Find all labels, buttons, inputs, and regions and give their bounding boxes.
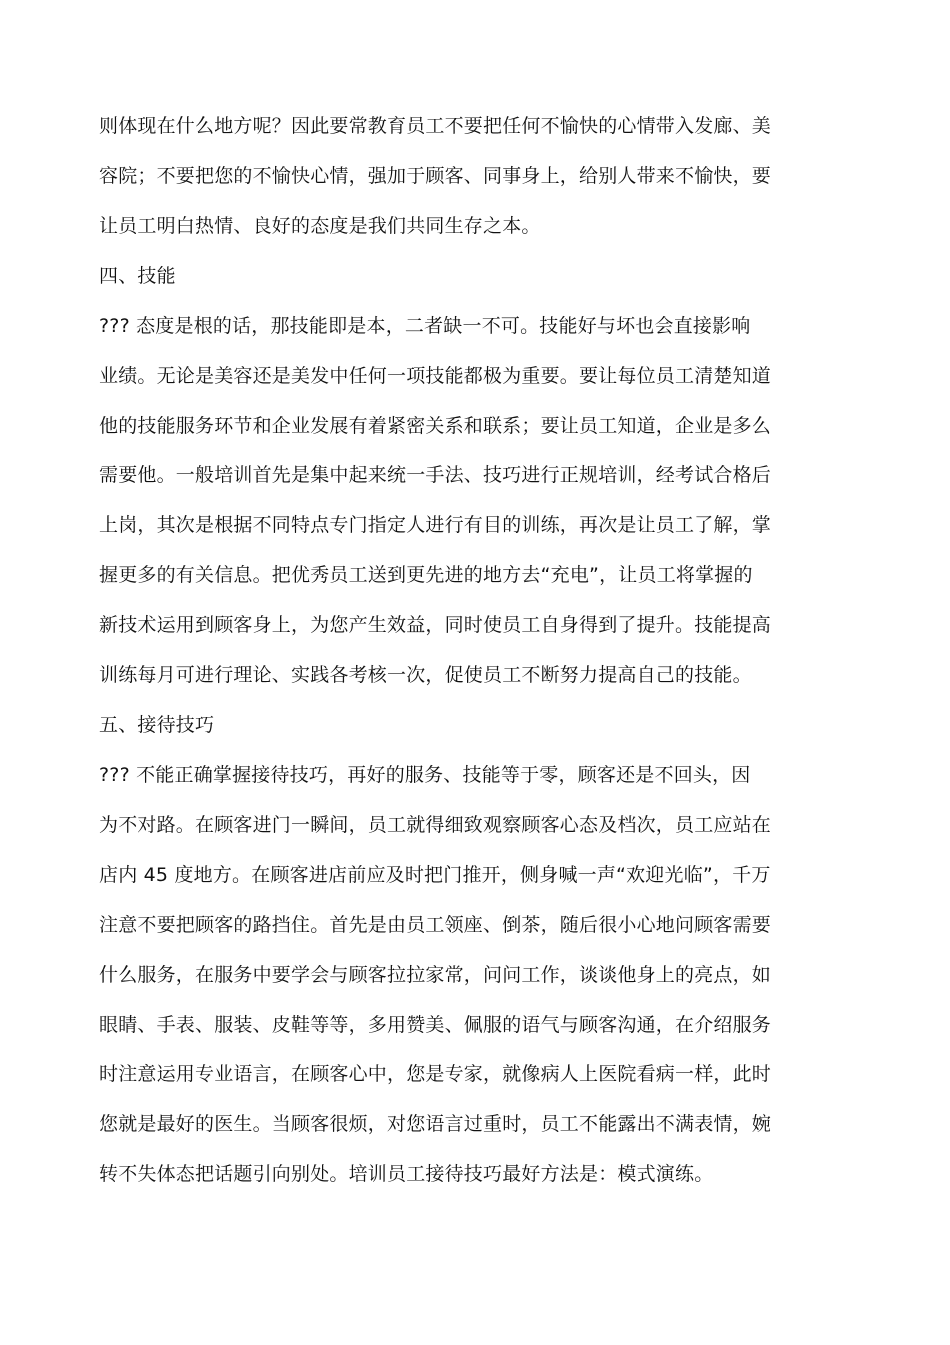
- text-line: 训练每月可进行理论、实践各考核一次，促使员工不断努力提高自己的技能。: [99, 664, 752, 686]
- text-line: ??? 态度是根的话，那技能即是本，二者缺一不可。技能好与坏也会直接影响: [99, 315, 751, 337]
- text-line: 眼睛、手表、服装、皮鞋等等，多用赞美、佩服的语气与顾客沟通，在介绍服务: [99, 1014, 772, 1036]
- text-line: 需要他。一般培训首先是集中起来统一手法、技巧进行正规培训，经考试合格后: [99, 464, 772, 486]
- text-line: 注意不要把顾客的路挡住。首先是由员工领座、倒茶，随后很小心地问顾客需要: [99, 914, 772, 936]
- text-line: 新技术运用到顾客身上，为您产生效益，同时使员工自身得到了提升。技能提高: [99, 614, 772, 636]
- text-line: 握更多的有关信息。把优秀员工送到更先进的地方去“充电”，让员工将掌握的: [99, 564, 753, 586]
- text-line: 为不对路。在顾客进门一瞬间，员工就得细致观察顾客心态及档次，员工应站在: [99, 814, 772, 836]
- text-line: 店内 45 度地方。在顾客进店前应及时把门推开，侧身喊一声“欢迎光临”，千万: [99, 864, 771, 886]
- text-line: 您就是最好的医生。当顾客很烦，对您语言过重时，员工不能露出不满表情，婉: [99, 1113, 772, 1135]
- text-line: 则体现在什么地方呢？因此要常教育员工不要把任何不愉快的心情带入发廊、美: [99, 115, 772, 137]
- text-line: 业绩。无论是美容还是美发中任何一项技能都极为重要。要让每位员工清楚知道: [99, 365, 772, 387]
- text-line: ??? 不能正确掌握接待技巧，再好的服务、技能等于零，顾客还是不回头，因: [99, 764, 751, 786]
- text-line: 容院；不要把您的不愉快心情，强加于顾客、同事身上，给别人带来不愉快，要: [99, 165, 772, 187]
- text-line: 时注意运用专业语言，在顾客心中，您是专家，就像病人上医院看病一样，此时: [99, 1063, 772, 1085]
- text-line: 转不失体态把话题引向别处。培训员工接待技巧最好方法是：模式演练。: [99, 1163, 714, 1185]
- section-heading-skills: 四、技能: [99, 265, 176, 287]
- text-line: 让员工明白热情、良好的态度是我们共同生存之本。: [99, 215, 541, 237]
- text-line: 上岗，其次是根据不同特点专门指定人进行有目的训练，再次是让员工了解，掌: [99, 514, 772, 536]
- section-heading-reception: 五、接待技巧: [99, 714, 215, 736]
- text-line: 他的技能服务环节和企业发展有着紧密关系和联系；要让员工知道，企业是多么: [99, 415, 772, 437]
- text-line: 什么服务，在服务中要学会与顾客拉拉家常，问问工作，谈谈他身上的亮点，如: [99, 964, 772, 986]
